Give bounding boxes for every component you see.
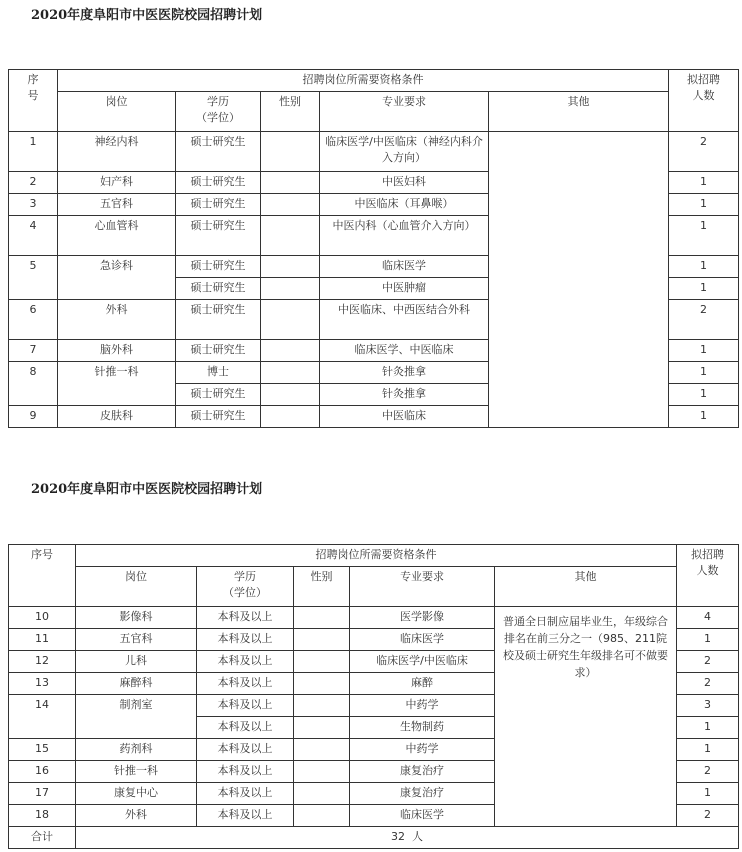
position-cell: 急诊科 — [58, 256, 176, 300]
recruitment-table-2 — [8, 544, 739, 849]
gender-cell — [261, 300, 320, 340]
major-cell: 中医内科（心血管介入方向） — [320, 216, 489, 256]
major-cell: 临床医学 — [350, 629, 495, 651]
education-cell: 硕士研究生 — [176, 406, 261, 428]
count-cell: 2 — [677, 651, 739, 673]
col-header-position: 岗位 — [58, 92, 176, 132]
gender-cell — [261, 406, 320, 428]
position-cell: 妇产科 — [58, 172, 176, 194]
major-cell: 临床医学/中医临床（神经内科介入方向） — [320, 132, 489, 172]
major-cell: 中药学 — [350, 695, 495, 717]
education-cell: 本科及以上 — [197, 805, 294, 827]
col-header-count: 拟招聘 人数 — [677, 545, 739, 607]
seq-cell: 3 — [9, 194, 58, 216]
gender-cell — [294, 739, 350, 761]
gender-cell — [294, 651, 350, 673]
education-cell: 本科及以上 — [197, 607, 294, 629]
count-cell: 1 — [669, 340, 739, 362]
position-cell: 外科 — [58, 300, 176, 340]
total-value: 32 人 — [76, 827, 739, 849]
gender-cell — [261, 362, 320, 384]
seq-cell: 9 — [9, 406, 58, 428]
col-header-seq: 序号 — [9, 545, 76, 607]
position-cell: 制剂室 — [76, 695, 197, 739]
education-cell: 本科及以上 — [197, 629, 294, 651]
seq-cell: 8 — [9, 362, 58, 406]
col-header-conditions: 招聘岗位所需要资格条件 — [58, 70, 669, 92]
major-cell: 麻醉 — [350, 673, 495, 695]
position-cell: 麻醉科 — [76, 673, 197, 695]
position-cell: 神经内科 — [58, 132, 176, 172]
col-header-count: 拟招聘 人数 — [669, 70, 739, 132]
education-cell: 本科及以上 — [197, 739, 294, 761]
gender-cell — [261, 216, 320, 256]
count-cell: 2 — [677, 761, 739, 783]
count-cell: 1 — [677, 629, 739, 651]
position-cell: 心血管科 — [58, 216, 176, 256]
col-header-major: 专业要求 — [350, 567, 495, 607]
gender-cell — [294, 761, 350, 783]
count-cell: 1 — [669, 278, 739, 300]
position-cell: 外科 — [76, 805, 197, 827]
col-header-position: 岗位 — [76, 567, 197, 607]
seq-cell: 10 — [9, 607, 76, 629]
education-cell: 硕士研究生 — [176, 300, 261, 340]
seq-cell: 13 — [9, 673, 76, 695]
education-cell: 本科及以上 — [197, 651, 294, 673]
page-title: 2020年度阜阳市中医医院校园招聘计划 — [31, 482, 263, 497]
page-title: 2020年度阜阳市中医医院校园招聘计划 — [31, 8, 263, 23]
education-cell: 硕士研究生 — [176, 256, 261, 278]
education-cell: 硕士研究生 — [176, 340, 261, 362]
count-cell: 4 — [677, 607, 739, 629]
gender-cell — [294, 805, 350, 827]
gender-cell — [261, 278, 320, 300]
gender-cell — [261, 256, 320, 278]
count-cell: 3 — [677, 695, 739, 717]
position-cell: 儿科 — [76, 651, 197, 673]
gender-cell — [261, 132, 320, 172]
count-cell: 1 — [669, 216, 739, 256]
major-cell: 中医妇科 — [320, 172, 489, 194]
major-cell: 临床医学 — [350, 805, 495, 827]
major-cell: 生物制药 — [350, 717, 495, 739]
seq-cell: 18 — [9, 805, 76, 827]
gender-cell — [294, 629, 350, 651]
major-cell: 中药学 — [350, 739, 495, 761]
recruitment-table-1 — [8, 69, 739, 428]
gender-cell — [261, 340, 320, 362]
gender-cell — [294, 607, 350, 629]
col-header-gender: 性别 — [261, 92, 320, 132]
gender-cell — [294, 673, 350, 695]
major-cell: 医学影像 — [350, 607, 495, 629]
major-cell: 临床医学、中医临床 — [320, 340, 489, 362]
table-row — [9, 132, 739, 172]
gender-cell — [261, 194, 320, 216]
position-cell: 影像科 — [76, 607, 197, 629]
seq-cell: 15 — [9, 739, 76, 761]
major-cell: 临床医学 — [320, 256, 489, 278]
seq-cell: 4 — [9, 216, 58, 256]
major-cell: 针灸推拿 — [320, 362, 489, 384]
education-cell: 硕士研究生 — [176, 132, 261, 172]
total-label: 合计 — [9, 827, 76, 849]
gender-cell — [294, 783, 350, 805]
position-cell: 针推一科 — [58, 362, 176, 406]
col-header-gender: 性别 — [294, 567, 350, 607]
col-header-other: 其他 — [495, 567, 677, 607]
education-cell: 硕士研究生 — [176, 216, 261, 256]
seq-cell: 12 — [9, 651, 76, 673]
col-header-major: 专业要求 — [320, 92, 489, 132]
col-header-seq: 序 号 — [9, 70, 58, 132]
seq-cell: 6 — [9, 300, 58, 340]
seq-cell: 2 — [9, 172, 58, 194]
position-cell: 药剂科 — [76, 739, 197, 761]
major-cell: 康复治疗 — [350, 783, 495, 805]
col-header-other: 其他 — [489, 92, 669, 132]
major-cell: 针灸推拿 — [320, 384, 489, 406]
education-cell: 硕士研究生 — [176, 172, 261, 194]
gender-cell — [294, 695, 350, 717]
position-cell: 康复中心 — [76, 783, 197, 805]
education-cell: 本科及以上 — [197, 717, 294, 739]
gender-cell — [261, 384, 320, 406]
count-cell: 1 — [669, 172, 739, 194]
position-cell: 脑外科 — [58, 340, 176, 362]
seq-cell: 14 — [9, 695, 76, 739]
count-cell: 1 — [677, 739, 739, 761]
count-cell: 1 — [669, 384, 739, 406]
count-cell: 2 — [677, 805, 739, 827]
position-cell: 五官科 — [58, 194, 176, 216]
major-cell: 中医肿瘤 — [320, 278, 489, 300]
count-cell: 2 — [677, 673, 739, 695]
count-cell: 1 — [677, 717, 739, 739]
education-cell: 博士 — [176, 362, 261, 384]
seq-cell: 17 — [9, 783, 76, 805]
seq-cell: 16 — [9, 761, 76, 783]
major-cell: 中医临床 — [320, 406, 489, 428]
count-cell: 1 — [669, 256, 739, 278]
count-cell: 1 — [669, 406, 739, 428]
major-cell: 临床医学/中医临床 — [350, 651, 495, 673]
education-cell: 本科及以上 — [197, 695, 294, 717]
total-row — [9, 827, 739, 849]
gender-cell — [261, 172, 320, 194]
education-cell: 硕士研究生 — [176, 384, 261, 406]
table-row — [9, 607, 739, 629]
col-header-conditions: 招聘岗位所需要资格条件 — [76, 545, 677, 567]
education-cell: 本科及以上 — [197, 761, 294, 783]
education-cell: 硕士研究生 — [176, 278, 261, 300]
count-cell: 1 — [669, 362, 739, 384]
position-cell: 五官科 — [76, 629, 197, 651]
count-cell: 2 — [669, 300, 739, 340]
education-cell: 本科及以上 — [197, 783, 294, 805]
major-cell: 康复治疗 — [350, 761, 495, 783]
count-cell: 1 — [669, 194, 739, 216]
gender-cell — [294, 717, 350, 739]
seq-cell: 1 — [9, 132, 58, 172]
other-requirements-note: 普通全日制应届毕业生，年级综合排名在前三分之一（985、211院校及硕士研究生年级排名可不做要求） — [495, 607, 677, 827]
count-cell: 1 — [677, 783, 739, 805]
position-cell: 针推一科 — [76, 761, 197, 783]
col-header-education: 学历 （学位） — [176, 92, 261, 132]
major-cell: 中医临床（耳鼻喉） — [320, 194, 489, 216]
col-header-education: 学历 （学位） — [197, 567, 294, 607]
education-cell: 本科及以上 — [197, 673, 294, 695]
other-cell — [489, 132, 669, 428]
seq-cell: 7 — [9, 340, 58, 362]
major-cell: 中医临床、中西医结合外科 — [320, 300, 489, 340]
seq-cell: 11 — [9, 629, 76, 651]
position-cell: 皮肤科 — [58, 406, 176, 428]
count-cell: 2 — [669, 132, 739, 172]
education-cell: 硕士研究生 — [176, 194, 261, 216]
seq-cell: 5 — [9, 256, 58, 300]
